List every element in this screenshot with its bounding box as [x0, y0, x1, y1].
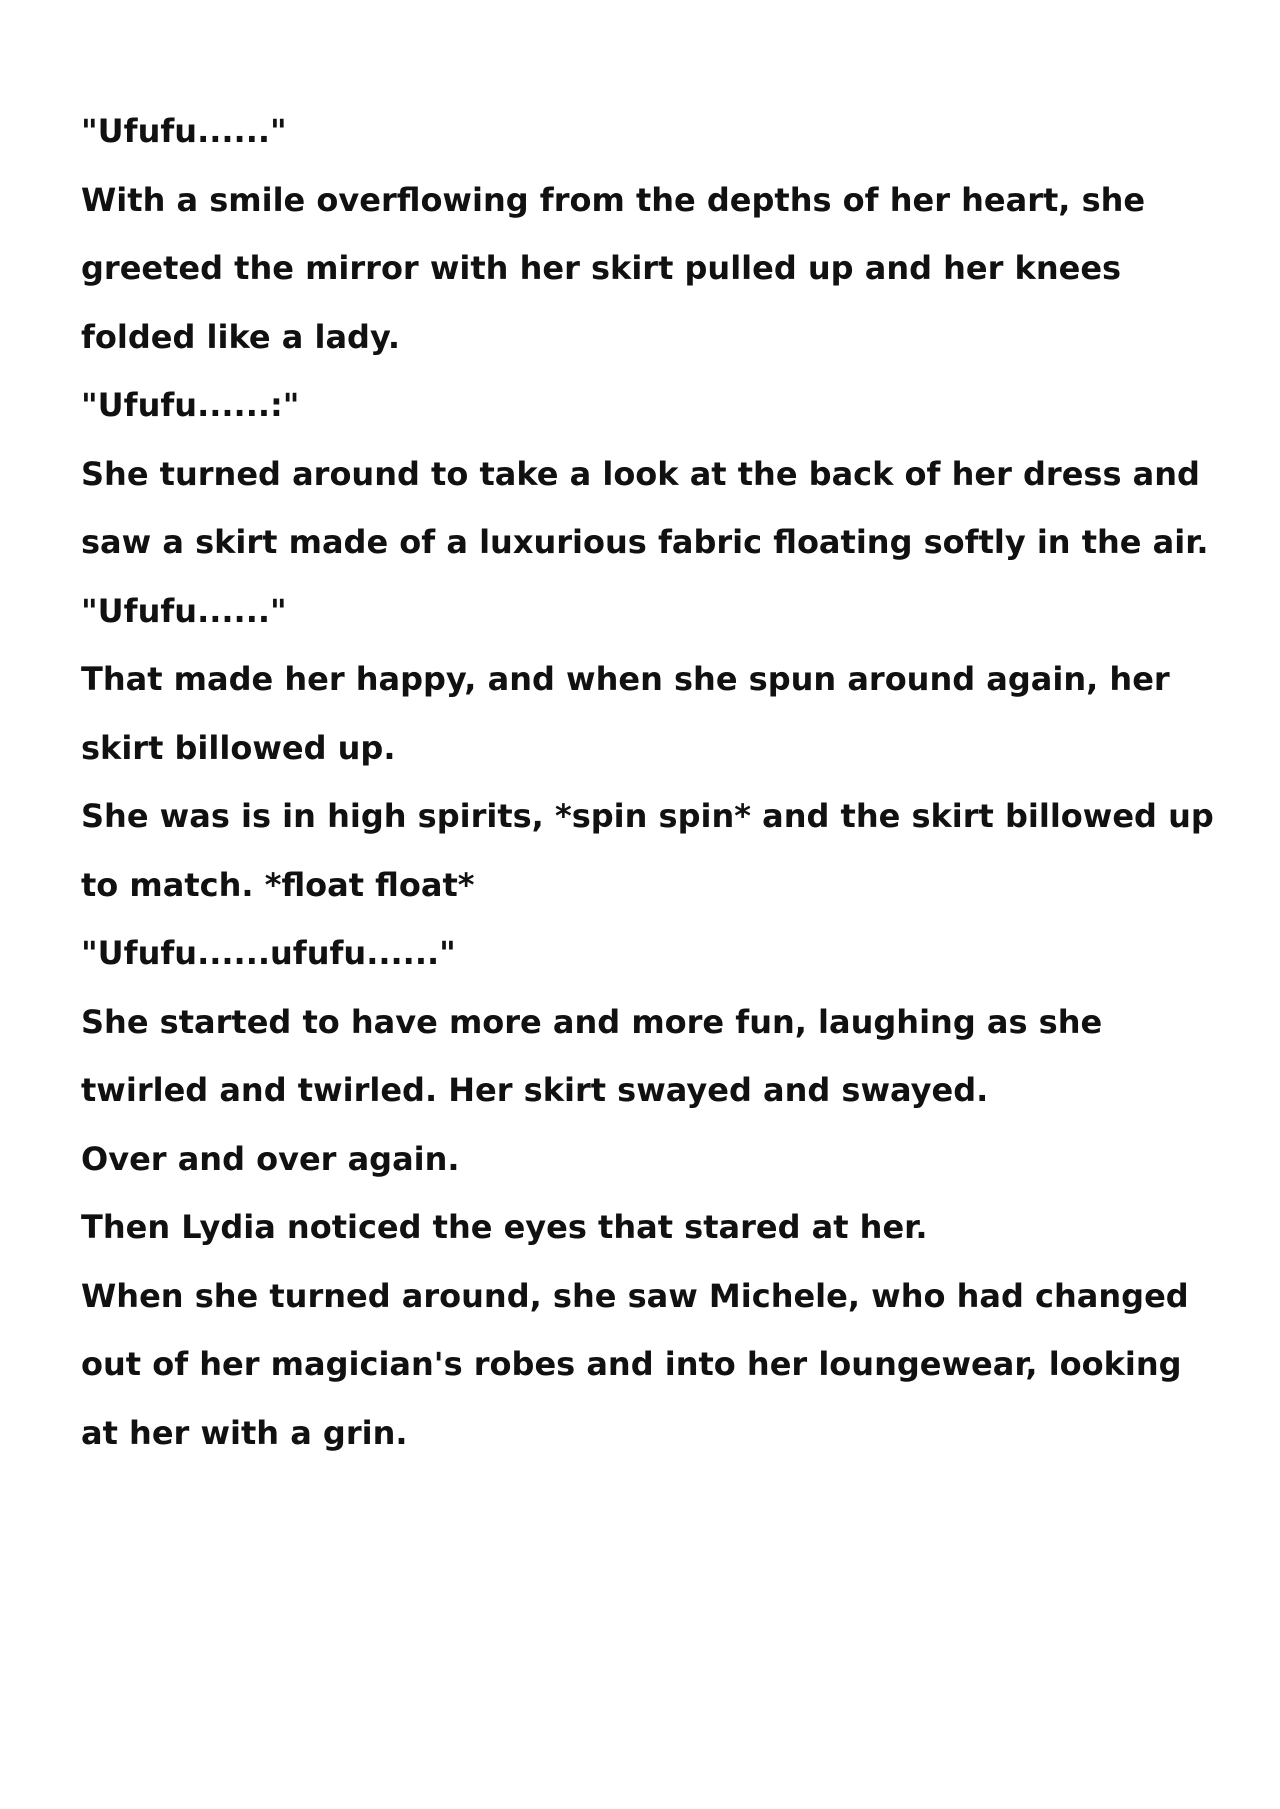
story-text	[81, 97, 1221, 1467]
dialogue-line: "Ufufu......"	[81, 112, 287, 150]
narration-paragraph: That made her happy, and when she spun around again, her skirt billowed up.	[81, 660, 1170, 767]
narration-paragraph: With a smile overflowing from the depths of her heart, she greeted the mirror with her skirt pulled up and her knees folded like a lady.	[81, 180, 1146, 356]
narration-paragraph: Over and over again.	[81, 1139, 460, 1178]
narration-paragraph: She turned around to take a look at the back of her dress and saw a skirt made of a luxurious fabric floating softly in the air.	[81, 454, 1209, 561]
narration-paragraph: When she turned around, she saw Michele, who had changed out of her magician's robes and into her loungewear, looking at her with a grin.	[81, 1276, 1189, 1452]
narration-paragraph: She was is in high spirits, *spin spin* and the skirt billowed up to match. *float float*	[81, 797, 1214, 904]
dialogue-line: "Ufufu......:"	[81, 386, 300, 424]
narration-paragraph: She started to have more and more fun, laughing as she twirled and twirled. Her skirt swayed and swayed.	[81, 1002, 1103, 1109]
dialogue-line: "Ufufu......ufufu......"	[81, 934, 456, 972]
dialogue-line: "Ufufu......"	[81, 591, 287, 630]
narration-paragraph: Then Lydia noticed the eyes that stared at her.	[81, 1208, 928, 1246]
